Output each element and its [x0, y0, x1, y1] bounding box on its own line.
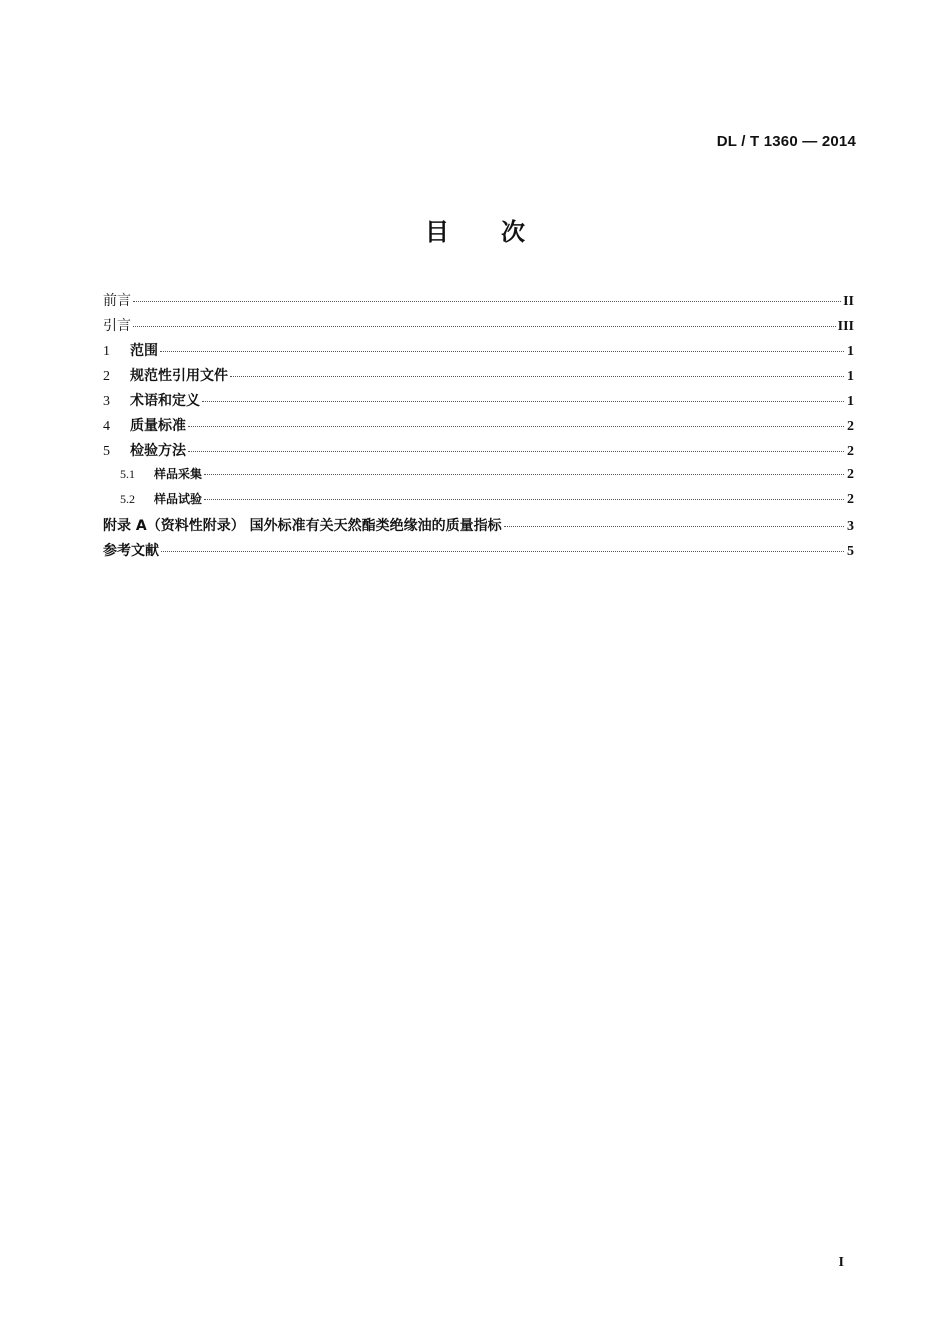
page-number: I: [838, 1255, 844, 1270]
toc-entry-sample-testing[interactable]: [103, 490, 854, 515]
toc-entry-title: 样品试验: [154, 492, 203, 506]
toc-entry-page: 2: [847, 467, 854, 482]
toc-entry-number: 2: [103, 369, 110, 384]
dot-leader: [133, 326, 836, 327]
toc-entry-number: 5.2: [120, 492, 135, 506]
dot-leader: [204, 499, 844, 500]
toc-entry-number: 5: [103, 444, 110, 459]
toc-entry-title: 样品采集: [154, 467, 203, 481]
toc-entry-number: 4: [103, 419, 110, 434]
dot-leader: [188, 426, 844, 427]
toc-entry-test-methods[interactable]: [103, 440, 854, 465]
toc-entry-page: 1: [847, 344, 854, 359]
toc-entry-title: 前言: [103, 293, 131, 309]
dot-leader: [161, 551, 844, 552]
toc-title-char-1: 目: [425, 218, 449, 246]
toc-entry-introduction[interactable]: [103, 315, 854, 340]
document-code: DL / T 1360 — 2014: [716, 133, 856, 150]
toc-entry-terms-definitions[interactable]: [103, 390, 854, 415]
toc-entry-title: 质量标准: [130, 418, 186, 434]
toc-entry-page: 2: [847, 419, 854, 434]
toc-entry-number: 5.1: [120, 467, 135, 481]
toc-entry-number: 1: [103, 344, 110, 359]
toc-entry-page: II: [843, 294, 854, 309]
toc-entry-title: 附录 A（资料性附录） 国外标准有关天然酯类绝缘油的质量指标: [103, 518, 502, 534]
dot-leader: [160, 351, 844, 352]
toc-entry-normative-references[interactable]: [103, 365, 854, 390]
toc-entry-title: 规范性引用文件: [130, 368, 228, 384]
toc-entry-sampling[interactable]: [103, 465, 854, 490]
toc-entry-title: 参考文献: [103, 543, 159, 559]
toc-entry-scope[interactable]: [103, 340, 854, 365]
toc-entry-bibliography[interactable]: [103, 540, 854, 565]
toc-entry-page: 2: [847, 444, 854, 459]
table-of-contents: [103, 290, 854, 565]
toc-entry-page: 5: [847, 544, 854, 559]
toc-entry-page: 1: [847, 394, 854, 409]
toc-entry-number: 3: [103, 394, 110, 409]
dot-leader: [133, 301, 841, 302]
toc-entry-page: 1: [847, 369, 854, 384]
toc-entry-title: 范围: [130, 343, 158, 359]
toc-entry-annex-a[interactable]: [103, 515, 854, 540]
dot-leader: [202, 401, 844, 402]
dot-leader: [504, 526, 844, 527]
toc-entry-title: 术语和定义: [130, 393, 200, 409]
dot-leader: [204, 474, 844, 475]
toc-title-char-2: 次: [501, 218, 525, 246]
toc-entry-title: 引言: [103, 318, 131, 334]
dot-leader: [188, 451, 844, 452]
toc-entry-quality-standards[interactable]: [103, 415, 854, 440]
toc-entry-page: 3: [847, 519, 854, 534]
toc-entry-title: 检验方法: [130, 443, 186, 459]
toc-entry-page: 2: [847, 492, 854, 507]
toc-title: [0, 212, 950, 247]
dot-leader: [230, 376, 844, 377]
toc-entry-foreword[interactable]: [103, 290, 854, 315]
toc-entry-page: III: [837, 319, 854, 334]
